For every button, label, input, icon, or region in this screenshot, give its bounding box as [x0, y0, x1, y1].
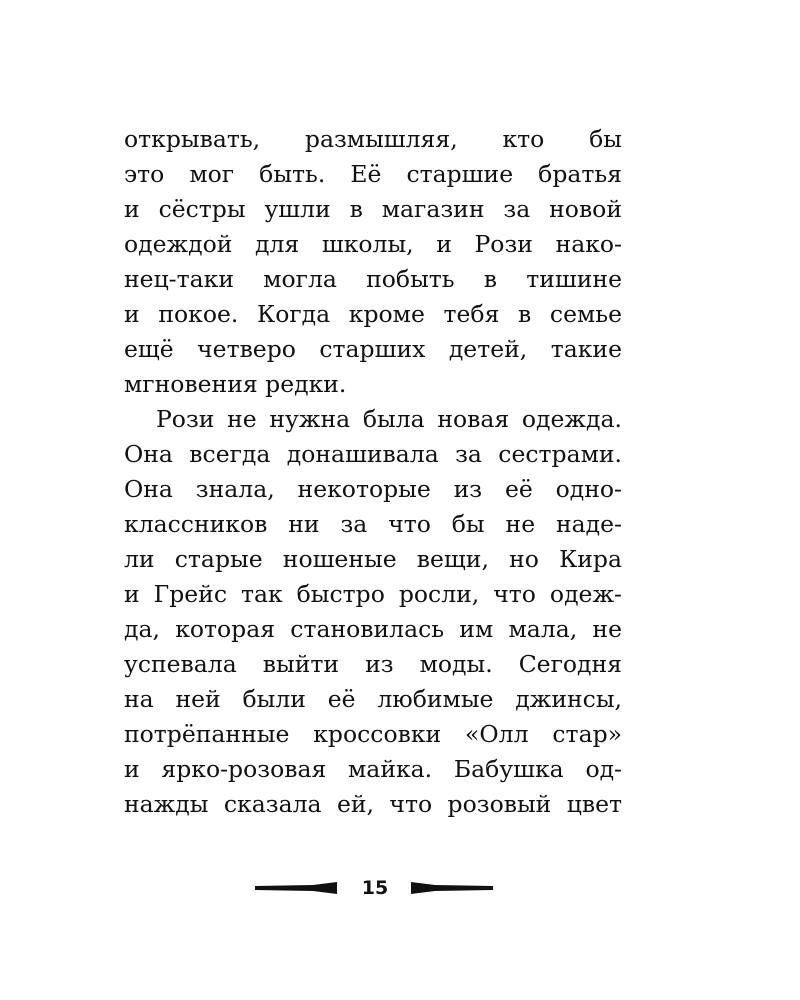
- text-line: ли старые ношеные вещи, но Кира: [124, 545, 622, 573]
- page-footer: [255, 872, 493, 904]
- text-line: и Грейс так быстро росли, что одеж-: [124, 580, 622, 608]
- page-number: 15: [361, 877, 389, 899]
- text-line: успевала выйти из моды. Сегодня: [124, 650, 622, 678]
- text-line: потрёпанные кроссовки «Олл стар»: [124, 720, 622, 748]
- text-line: да, которая становилась им мала, не: [124, 615, 622, 643]
- text-line: на ней были её любимые джинсы,: [124, 685, 622, 713]
- text-line: ещё четверо старших детей, такие: [124, 335, 622, 363]
- text-line: Она всегда донашивала за сестрами.: [124, 440, 622, 468]
- paragraph-2: [124, 402, 622, 822]
- text-line: нажды сказала ей, что розовый цвет: [124, 790, 622, 818]
- text-line: классников ни за что бы не наде-: [124, 510, 622, 538]
- text-line: одеждой для школы, и Рози нако-: [124, 230, 622, 258]
- text-line: и покое. Когда кроме тебя в семье: [124, 300, 622, 328]
- text-line: Она знала, некоторые из её одно-: [124, 475, 622, 503]
- text-line: мгновения редки.: [124, 370, 347, 398]
- paragraph-1: [124, 122, 622, 402]
- text-line: Рози не нужна была новая одежда.: [156, 405, 622, 433]
- text-line: нец-таки могла побыть в тишине: [124, 265, 622, 293]
- text-line: открывать, размышляя, кто бы: [124, 125, 622, 153]
- right-ornament-icon: [411, 872, 493, 904]
- text-line: это мог быть. Её старшие братья: [124, 160, 622, 188]
- body-text: [124, 122, 622, 822]
- text-line: и ярко-розовая майка. Бабушка од-: [124, 755, 622, 783]
- text-line: и сёстры ушли в магазин за новой: [124, 195, 622, 223]
- left-ornament-icon: [255, 872, 337, 904]
